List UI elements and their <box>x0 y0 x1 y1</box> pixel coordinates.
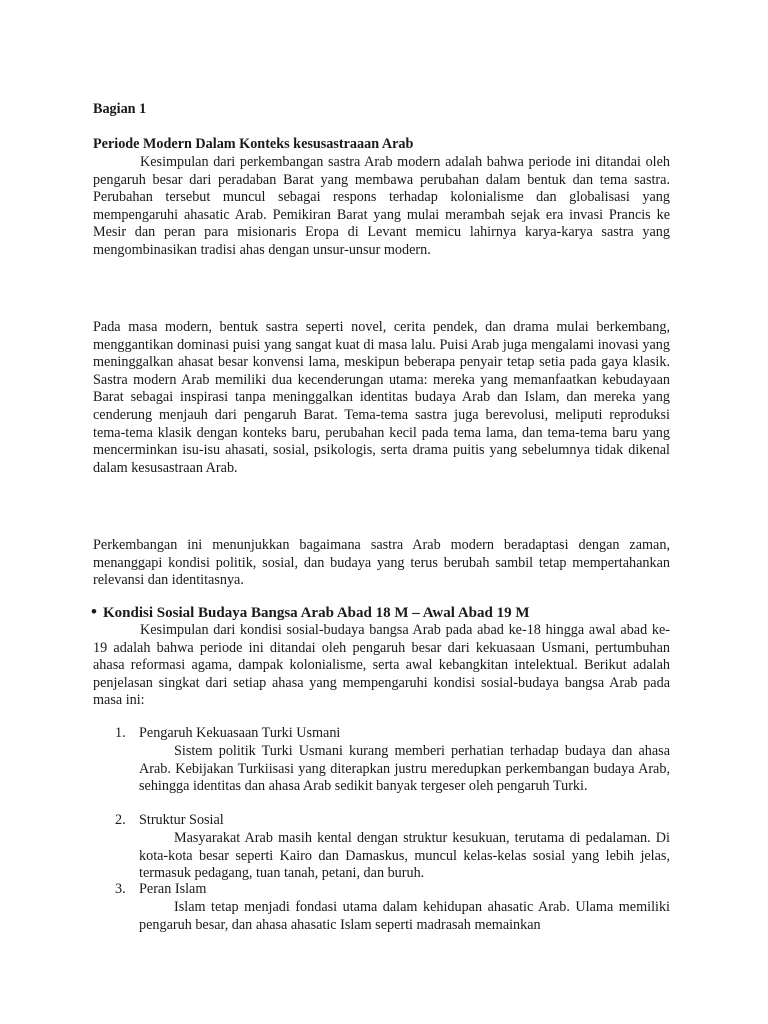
subsection-intro: Kesimpulan dari kondisi sosial-budaya bangsa Arab pada abad ke-18 hingga awal abad ke-19 adalah bahwa periode ini ditandai oleh pengaruh besar dari kekuasaan Usmani, pertumbuhan ahasa reformasi agama, dampak kolonialisme, serta awal kebangkitan intelektual. Berikut adalah penjelasan singkat dari setiap ahasa yang mempengaruhi kondisi sosial-budaya bangsa Arab pada masa ini: <box>93 622 670 709</box>
list-item-body: Masyarakat Arab masih kental dengan struktur kesukuan, terutama di pedalaman. Di kota-kota besar seperti Kairo dan Damaskus, muncul kelas-kelas sosial yang lebih jelas, termasuk pedagang, tuan tanah, petani, dan buruh. <box>139 830 670 882</box>
paragraph-modern-forms: Pada masa modern, bentuk sastra seperti novel, cerita pendek, dan drama mulai berkembang, menggantikan dominasi puisi yang sangat kuat di masa lalu. Puisi Arab juga mengalami inovasi yang meninggalkan ahasat besar konvensi lama, meskipun beberapa penyair tetap setia pada gaya klasik. Sastra modern Arab memiliki dua kecenderungan utama: mereka yang memanfaatkan kebudayaan Barat sebagai inspirasi tanpa meninggalkan identitas budaya Arab dan Islam, dan mereka yang cenderung menjauh dari pengaruh Barat. Tema-tema sastra juga berevolusi, meliputi reproduksi tema-tema klasik dengan konteks baru, perubahan kecil pada tema lama, dan tema-tema baru yang mencerminkan isu-isu ahasati, sosial, psikologis, serta drama puitis yang sebelumnya tidak dikenal dalam kesusastraan Arab. <box>93 319 670 476</box>
list-item-number: 3. <box>115 881 126 897</box>
list-item-title: Pengaruh Kekuasaan Turki Usmani <box>139 725 341 741</box>
document-title: Periode Modern Dalam Konteks kesusastraaan Arab <box>93 136 414 152</box>
subsection-heading <box>91 603 530 622</box>
list-item-title: Struktur Sosial <box>139 812 224 828</box>
list-item-number: 2. <box>115 812 126 828</box>
list-item-body: Islam tetap menjadi fondasi utama dalam kehidupan ahasatic Arab. Ulama memiliki pengaruh besar, dan ahasa ahasatic Islam seperti madrasah memainkan <box>139 899 670 933</box>
list-item-title: Peran Islam <box>139 881 207 897</box>
document-page <box>93 0 670 1024</box>
section-label: Bagian 1 <box>93 101 147 117</box>
subsection-heading-text: Kondisi Sosial Budaya Bangsa Arab Abad 18 M – Awal Abad 19 M <box>103 605 530 621</box>
paragraph-intro: Kesimpulan dari perkembangan sastra Arab modern adalah bahwa periode ini ditandai oleh pengaruh besar dari peradaban Barat yang membawa perubahan dalam bentuk dan tema sastra. Perubahan tersebut muncul sebagai respons terhadap kolonialisme dan globalisasi yang mempengaruhi ahasatic Arab. Pemikiran Barat yang mulai merambah sejak era invasi Prancis ke Mesir dan peran para misionaris Eropa di Levant memicu lahirnya karya-karya sastra yang mengombinasikan tradisi ahas dengan unsur-unsur modern. <box>93 154 670 258</box>
bullet-icon: • <box>91 602 97 621</box>
list-item-number: 1. <box>115 725 126 741</box>
paragraph-adaptation: Perkembangan ini menunjukkan bagaimana sastra Arab modern beradaptasi dengan zaman, menanggapi kondisi politik, sosial, dan budaya yang terus berubah sambil tetap mempertahankan relevansi dan identitasnya. <box>93 537 670 589</box>
list-item-body: Sistem politik Turki Usmani kurang memberi perhatian terhadap budaya dan ahasa Arab. Kebijakan Turkiisasi yang diterapkan justru meredupkan perkembangan budaya Arab, sehingga identitas dan ahasa Arab sedikit banyak tergeser oleh pengaruh Turki. <box>139 743 670 795</box>
